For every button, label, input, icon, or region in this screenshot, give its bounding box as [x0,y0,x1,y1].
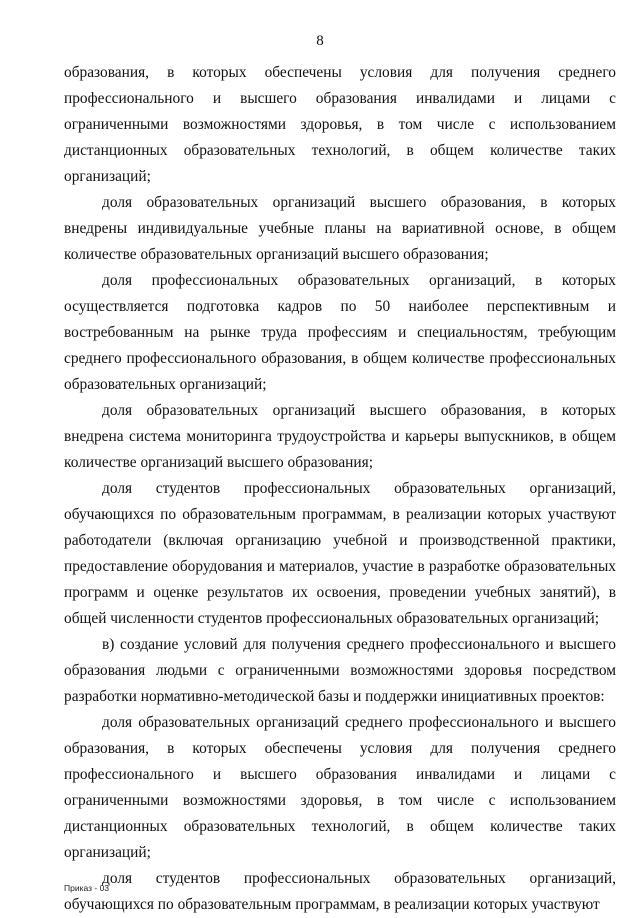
document-body [64,60,616,918]
paragraph: образования, в которых обеспечены условия для получения среднего профессионального и высшего образования инвалидами и лицами с ограниченными возможностями здоровья, в том числе с использованием дистанционных образовательных технологий, в общем количестве таких организаций; [64,64,616,185]
paragraph: доля студентов профессиональных образовательных организаций, обучающихся по образовательным программам, в реализации которых участвуют работодатели (включая организацию учебной и производственной практики, предоставление оборудования и материалов, участие в разработке образовательных программ и оценке результатов их освоения, проведении учебных занятий), в общей численности студентов профессиональных образовательных организаций; [64,480,616,627]
footer-document-code: Приказ - 03 [64,883,110,893]
paragraph: доля образовательных организаций высшего образования, в которых внедрена система мониторинга трудоустройства и карьеры выпускников, в общем количестве организаций высшего образования; [64,402,616,471]
paragraph: доля студентов профессиональных образовательных организаций, обучающихся по образовательным программам, в реализации которых участвуют [64,870,616,913]
paragraph: доля образовательных организаций высшего образования, в которых внедрены индивидуальные учебные планы на вариативной основе, в общем количестве образовательных организаций высшего образования; [64,194,616,263]
paragraph: в) создание условий для получения среднего профессионального и высшего образования людьми с ограниченными возможностями здоровья посредством разработки нормативно-методической базы и поддержки инициативных проектов: [64,636,616,705]
paragraph: доля образовательных организаций среднего профессионального и высшего образования, в которых обеспечены условия для получения среднего профессионального и высшего образования инвалидами и лицами с ограниченными возможностями здоровья, в том числе с использованием дистанционных образовательных технологий, в общем количестве таких организаций; [64,714,616,861]
page-number: 8 [316,33,324,49]
paragraph: доля профессиональных образовательных организаций, в которых осуществляется подготовка кадров по 50 наиболее перспективным и востребованным на рынке труда профессиям и специальностям, требующим среднего профессионального образования, в общем количестве профессиональных образовательных организаций; [64,272,616,393]
